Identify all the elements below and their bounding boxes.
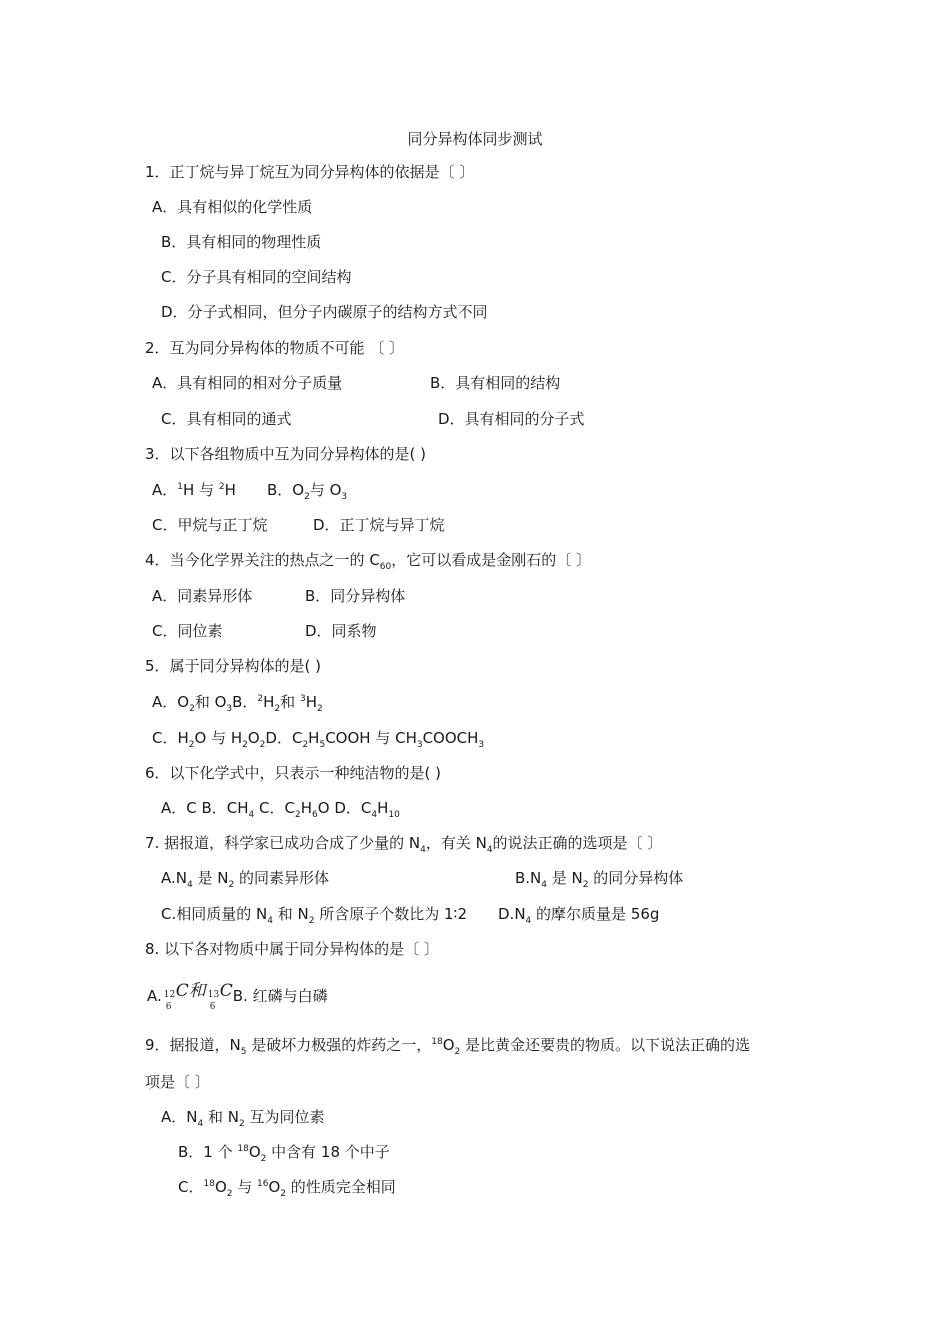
question-1-option-c: C．分子具有相同的空间结构	[161, 268, 352, 286]
question-1-option-d: D．分子式相同，但分子内碳原子的结构方式不同	[161, 303, 488, 321]
question-9-stem-line-1: 9．据报道，$N_5$ 是破坏力极强的炸药之一，$^{18}O_2$ 是比黄金还要贵的物质。以下说法正确的选	[145, 1036, 751, 1057]
question-9-option-c: C．$^{18}O_2$ 与 $^{16}O_2$ 的性质完全相同	[178, 1178, 396, 1199]
question-9-option-a: A．$N_4$ 和 $N_2$ 互为同位素	[161, 1108, 325, 1129]
question-5-options-ab: A．$O_2$和 $O_3B$．$^2H_2$和 $^3H_2$	[152, 693, 323, 714]
isotope-notation-1: 12 6	[163, 990, 176, 1012]
question-1-stem: 1．正丁烷与异丁烷互为同分异构体的依据是〔 〕	[145, 163, 475, 181]
question-5-stem: 5．属于同分异构体的是( )	[145, 657, 322, 675]
question-9-option-b: B．1 个 $^{18}O_2$ 中含有 18 个中子	[178, 1143, 390, 1164]
question-3-stem: 3．以下各组物质中互为同分异构体的是( )	[145, 445, 427, 463]
question-7-option-a: $A.N_4$ 是 $N_2$ 的同素异形体	[161, 869, 330, 890]
question-8-stem: 8. 以下各对物质中属于同分异构体的是〔 〕	[145, 940, 439, 958]
question-3-option-b: B．$O_2$与 $O_3$	[267, 481, 348, 502]
question-1-option-a: A．具有相似的化学性质	[152, 198, 313, 216]
question-2-option-d: D．具有相同的分子式	[438, 410, 585, 428]
question-2-option-c: C．具有相同的通式	[161, 410, 292, 428]
question-3-option-d: D．正丁烷与异丁烷	[313, 516, 445, 534]
question-2-stem: 2．互为同分异构体的物质不可能 〔 〕	[145, 339, 405, 357]
question-7-option-d: $D.N_4$ 的摩尔质量是 56g	[498, 905, 660, 926]
question-4-stem: 4．当今化学界关注的热点之一的 $C_{60}$，它可以看成是金刚石的〔 〕	[145, 551, 592, 572]
question-2-option-b: B．具有相同的结构	[430, 374, 561, 392]
question-4-option-c: C．同位素	[152, 622, 223, 640]
question-7-stem: 7. 据报道，科学家已成功合成了少量的 $N_4$，有关 $N_4$的说法正确的选项是〔 〕	[145, 834, 663, 855]
question-3-option-a: A．$^1$H 与 $^2$H	[152, 481, 236, 499]
question-2-option-a: A．具有相同的相对分子质量	[152, 374, 343, 392]
question-4-option-d: D．同系物	[305, 622, 377, 640]
question-4-option-a: A．同素异形体	[152, 587, 253, 605]
question-1-option-b: B．具有相同的物理性质	[161, 233, 322, 251]
question-7-option-c: C.相同质量的 $N_4$ 和 $N_2$ 所含原子个数比为 1∶2	[161, 905, 467, 926]
isotope-notation-2: 13 6	[207, 990, 220, 1012]
question-4-option-b: B．同分异构体	[305, 587, 406, 605]
question-7-option-b: $B.N_4$ 是 $N_2$ 的同分异构体	[515, 869, 684, 890]
question-3-option-c: C．甲烷与正丁烷	[152, 516, 268, 534]
question-6-stem: 6．以下化学式中，只表示一种纯洁物的是( )	[145, 764, 442, 782]
question-9-stem-line-2: 项是〔 〕	[145, 1073, 210, 1091]
question-6-options: A．C B．$CH_4$ C．$C_2H_6O$ D．$C_4H_{10}$	[161, 799, 400, 820]
page-title: 同分异构体同步测试	[407, 130, 543, 148]
question-5-options-cd: C．$H_2O$ 与 $H_2O_2D$．$C_2H_5COOH$ 与 $CH_3COOCH_3$	[152, 729, 485, 750]
question-8-options: A. 12 6 C和 13 6 CB. 红磷与白磷	[147, 981, 328, 1012]
